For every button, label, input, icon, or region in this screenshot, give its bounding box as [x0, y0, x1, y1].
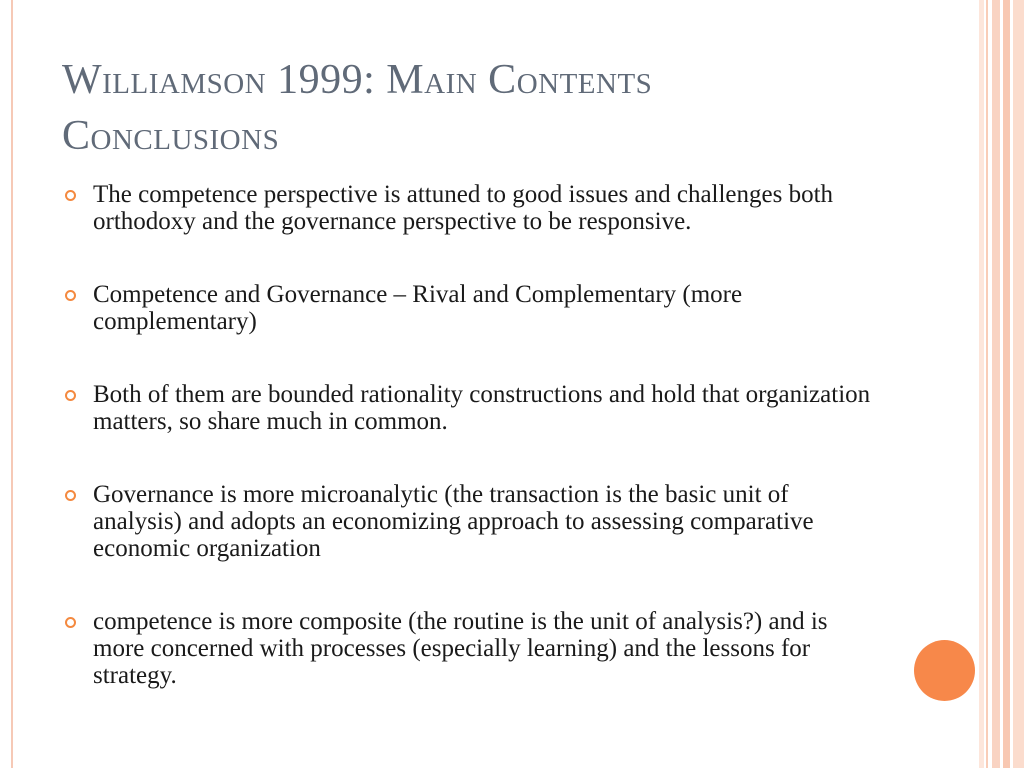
- bullet-item: [62, 481, 882, 562]
- bullet-item: [62, 181, 882, 235]
- decorative-orange-circle: [914, 640, 975, 701]
- bullet-item: [62, 281, 882, 335]
- bullet-item: [62, 381, 882, 435]
- right-decorative-stripe: [986, 0, 988, 768]
- bullet-text: The competence perspective is attuned to good issues and challenges both orthodoxy and the governance perspective to be responsive.: [93, 181, 834, 235]
- bullet-text: Both of them are bounded rationality constructions and hold that organization matters, so share much in common.: [93, 381, 871, 435]
- slide-title-line-1: Williamson 1999: Main Contents: [62, 57, 653, 103]
- bullet-circle-icon: [65, 290, 76, 301]
- bullet-item: [62, 608, 882, 689]
- slide-title-line-2: Conclusions: [62, 113, 280, 159]
- bullet-text: Governance is more microanalytic (the transaction is the basic unit of analysis) and adopts an economizing approach to assessing comparative economic organization: [93, 481, 814, 562]
- bullet-text: competence is more composite (the routine is the unit of analysis?) and is more concerned with processes (especially learning) and the lessons for strategy.: [93, 608, 828, 689]
- right-decorative-stripe: [992, 0, 1000, 768]
- right-decorative-stripe: [1013, 0, 1024, 768]
- slide-title: [62, 52, 962, 164]
- bullet-circle-icon: [65, 617, 76, 628]
- bullet-text: Competence and Governance – Rival and Complementary (more complementary): [93, 281, 743, 335]
- right-decorative-stripe: [1003, 0, 1010, 768]
- left-border-line: [11, 0, 13, 768]
- bullet-list: [62, 181, 882, 689]
- bullet-circle-icon: [65, 490, 76, 501]
- bullet-circle-icon: [65, 190, 76, 201]
- right-decorative-stripe: [979, 0, 984, 768]
- bullet-circle-icon: [65, 390, 76, 401]
